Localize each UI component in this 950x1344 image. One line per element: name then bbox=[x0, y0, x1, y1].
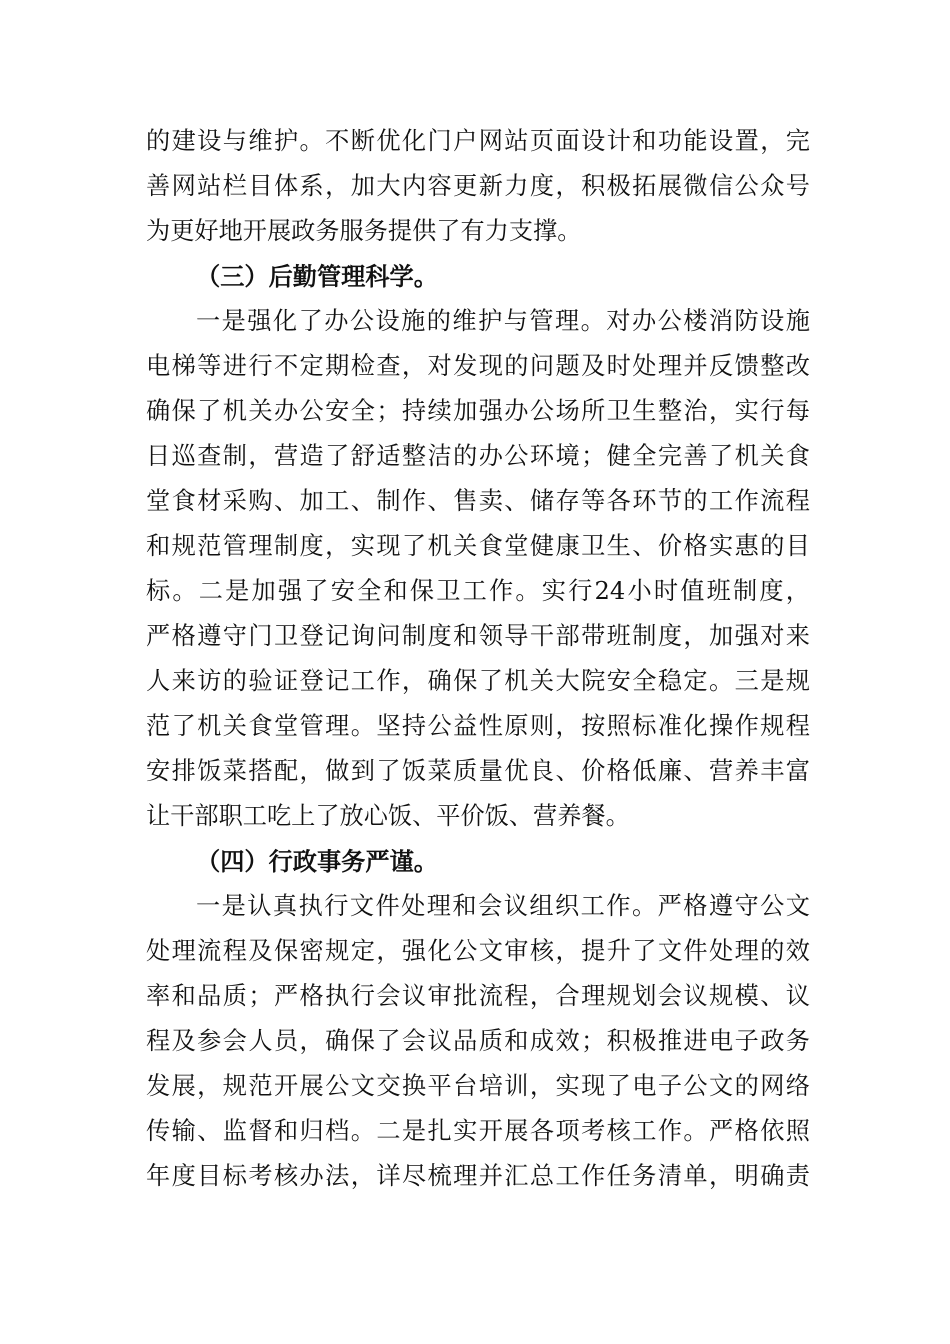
paragraph-line: 善网站栏目体系，加大内容更新力度，积极拓展微信公众号 bbox=[146, 172, 810, 200]
section-heading-4: （四）行政事务严谨。 bbox=[196, 847, 438, 876]
paragraph-line: 为更好地开展政务服务提供了有力支撑。 bbox=[146, 217, 582, 245]
paragraph-line: 人来访的验证登记工作，确保了机关大院安全稳定。三是规 bbox=[146, 667, 810, 695]
paragraph-line: 率和品质；严格执行会议审批流程，合理规划会议规模、议 bbox=[146, 982, 810, 1010]
paragraph-line: 严格遵守门卫登记询问制度和领导干部带班制度，加强对来 bbox=[146, 622, 810, 650]
paragraph-line: 程及参会人员，确保了会议品质和成效；积极推进电子政务 bbox=[146, 1027, 810, 1055]
paragraph-line: 传输、监督和归档。二是扎实开展各项考核工作。严格依照 bbox=[146, 1117, 810, 1145]
paragraph-line: 发展，规范开展公文交换平台培训，实现了电子公文的网络 bbox=[146, 1072, 810, 1100]
paragraph-line: 让干部职工吃上了放心饭、平价饭、营养餐。 bbox=[146, 802, 630, 830]
paragraph-line: 标。二是加强了安全和保卫工作。实行24小时值班制度， bbox=[146, 577, 810, 605]
paragraph-line: 年度目标考核办法，详尽梳理并汇总工作任务清单，明确责 bbox=[146, 1162, 810, 1190]
paragraph-line: 堂食材采购、加工、制作、售卖、储存等各环节的工作流程 bbox=[146, 487, 810, 515]
paragraph-line: 一是强化了办公设施的维护与管理。对办公楼消防设施 bbox=[196, 307, 810, 335]
paragraph-line: 处理流程及保密规定，强化公文审核，提升了文件处理的效 bbox=[146, 937, 810, 965]
section-heading-3: （三）后勤管理科学。 bbox=[196, 262, 438, 291]
paragraph-line: 的建设与维护。不断优化门户网站页面设计和功能设置，完 bbox=[146, 127, 810, 155]
paragraph-line: 范了机关食堂管理。坚持公益性原则，按照标准化操作规程 bbox=[146, 712, 810, 740]
paragraph-line: 和规范管理制度，实现了机关食堂健康卫生、价格实惠的目 bbox=[146, 532, 810, 560]
paragraph-line: 确保了机关办公安全；持续加强办公场所卫生整治，实行每 bbox=[146, 397, 810, 425]
paragraph-line: 一是认真执行文件处理和会议组织工作。严格遵守公文 bbox=[196, 892, 810, 920]
paragraph-line: 电梯等进行不定期检查，对发现的问题及时处理并反馈整改 bbox=[146, 352, 810, 380]
paragraph-line: 日巡查制，营造了舒适整洁的办公环境；健全完善了机关食 bbox=[146, 442, 810, 470]
paragraph-line: 安排饭菜搭配，做到了饭菜质量优良、价格低廉、营养丰富 bbox=[146, 757, 810, 785]
